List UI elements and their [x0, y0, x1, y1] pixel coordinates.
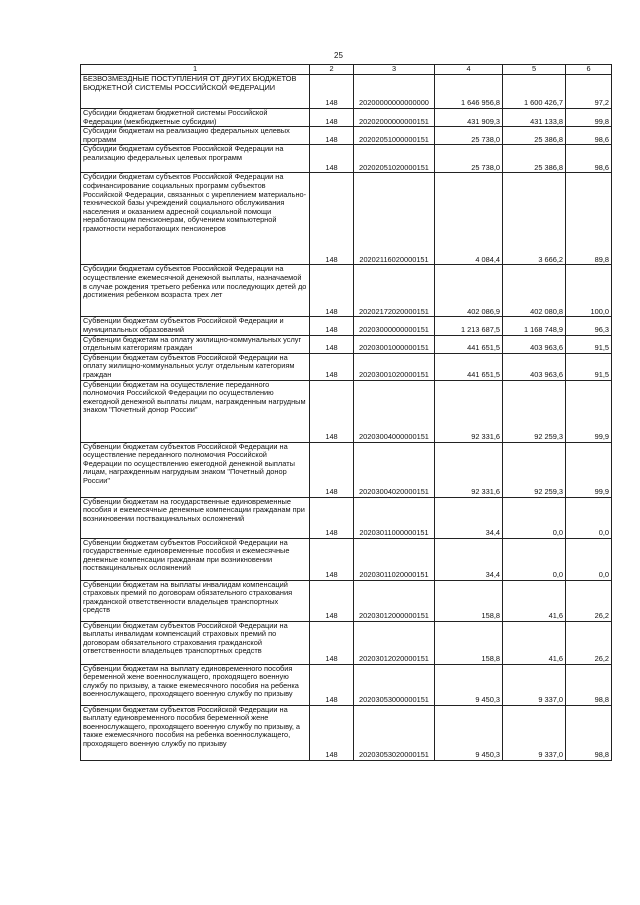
row-description: Субвенции бюджетам субъектов Российской Федерации на осуществление переданного полномочия Российской Федерации по осуществлению ежегодной денежной выплаты лицам, награжденным нагрудным знаком "Почетный донор России" — [81, 442, 310, 497]
planned-amount: 9 450,3 — [435, 664, 503, 705]
table-row — [81, 497, 612, 538]
planned-amount: 34,4 — [435, 538, 503, 580]
planned-amount: 441 651,5 — [435, 353, 503, 380]
table-row — [81, 353, 612, 380]
row-description: Субвенции бюджетам субъектов Российской Федерации на государственные единовременные пособия и ежемесячные денежные компенсации гражданам при возникновении поствакцинальных осложнений — [81, 538, 310, 580]
table-row — [81, 145, 612, 173]
row-description: Субвенции бюджетам субъектов Российской Федерации на выплаты инвалидам компенсаций страховых премий по договорам обязательного страхования гражданской ответственности владельцев транспортных средств — [81, 621, 310, 664]
admin-code: 148 — [310, 705, 354, 760]
actual-amount: 431 133,8 — [503, 109, 566, 127]
budget-classification-code: 20203012020000151 — [354, 621, 435, 664]
table-row — [81, 580, 612, 621]
budget-classification-code: 20203004000000151 — [354, 380, 435, 442]
actual-amount: 92 259,3 — [503, 442, 566, 497]
execution-percent: 91,5 — [566, 353, 612, 380]
budget-classification-code: 20203012000000151 — [354, 580, 435, 621]
actual-amount: 41,6 — [503, 621, 566, 664]
execution-percent: 0,0 — [566, 497, 612, 538]
actual-amount: 3 666,2 — [503, 173, 566, 265]
actual-amount: 403 963,6 — [503, 353, 566, 380]
table-row — [81, 127, 612, 145]
planned-amount: 25 738,0 — [435, 127, 503, 145]
column-header: 5 — [503, 65, 566, 75]
table-row — [81, 380, 612, 442]
row-description: Субвенции бюджетам на государственные единовременные пособия и ежемесячные денежные компенсации гражданам при возникновении поствакцинальных осложнений — [81, 497, 310, 538]
table-row — [81, 442, 612, 497]
admin-code: 148 — [310, 538, 354, 580]
budget-classification-code: 20203001020000151 — [354, 353, 435, 380]
planned-amount: 158,8 — [435, 621, 503, 664]
table-row — [81, 664, 612, 705]
budget-classification-code: 20203011000000151 — [354, 497, 435, 538]
actual-amount: 0,0 — [503, 497, 566, 538]
admin-code: 148 — [310, 265, 354, 317]
row-description: Субвенции бюджетам на осуществление переданного полномочия Российской Федерации по осуществлению ежегодной денежной выплаты лицам, награжденным нагрудным знаком "Почетный донор России" — [81, 380, 310, 442]
planned-amount: 92 331,6 — [435, 442, 503, 497]
admin-code: 148 — [310, 145, 354, 173]
admin-code: 148 — [310, 621, 354, 664]
budget-classification-code: 20203004020000151 — [354, 442, 435, 497]
actual-amount: 0,0 — [503, 538, 566, 580]
budget-classification-code: 20203000000000151 — [354, 317, 435, 335]
table-row — [81, 317, 612, 335]
planned-amount: 158,8 — [435, 580, 503, 621]
table-row — [81, 705, 612, 760]
admin-code: 148 — [310, 380, 354, 442]
budget-classification-code: 20203011020000151 — [354, 538, 435, 580]
planned-amount: 92 331,6 — [435, 380, 503, 442]
table-row — [81, 173, 612, 265]
actual-amount: 9 337,0 — [503, 664, 566, 705]
admin-code: 148 — [310, 442, 354, 497]
planned-amount: 9 450,3 — [435, 705, 503, 760]
admin-code: 148 — [310, 580, 354, 621]
execution-percent: 99,9 — [566, 442, 612, 497]
row-description: Субвенции бюджетам субъектов Российской Федерации и муниципальных образований — [81, 317, 310, 335]
execution-percent: 99,9 — [566, 380, 612, 442]
column-header: 6 — [566, 65, 612, 75]
row-description: Субсидии бюджетам субъектов Российской Федерации на осуществление ежемесячной денежной выплаты, назначаемой в случае рождения третьего ребенка или последующих детей до достижения ребенком возраста трех лет — [81, 265, 310, 317]
planned-amount: 25 738,0 — [435, 145, 503, 173]
row-description: Субсидии бюджетам субъектов Российской Федерации на софинансирование социальных программ субъектов Российской Федерации, связанных с укреплением материально-технической базы учреждений социального обслуживания населения и оказанием адресной социальной помощи неработающим пенсионерам, обучением компьютерной грамотности неработающих пенсионеров — [81, 173, 310, 265]
actual-amount: 92 259,3 — [503, 380, 566, 442]
row-description: Субвенции бюджетам субъектов Российской Федерации на выплату единовременного пособия беременной жене военнослужащего, проходящего военную службу по призыву, а также ежемесячного пособия на ребенка военнослужащего, проходящего военную службу по призыву — [81, 705, 310, 760]
table-row — [81, 538, 612, 580]
budget-revenue-table — [80, 64, 612, 761]
execution-percent: 97,2 — [566, 75, 612, 109]
table-row — [81, 109, 612, 127]
row-description: Субвенции бюджетам на выплаты инвалидам компенсаций страховых премий по договорам обязательного страхования гражданской ответственности владельцев транспортных средств — [81, 580, 310, 621]
admin-code: 148 — [310, 75, 354, 109]
table-body — [81, 75, 612, 761]
page-number: 25 — [334, 51, 343, 60]
actual-amount: 1 168 748,9 — [503, 317, 566, 335]
budget-classification-code: 20200000000000000 — [354, 75, 435, 109]
planned-amount: 441 651,5 — [435, 335, 503, 353]
execution-percent: 100,0 — [566, 265, 612, 317]
budget-classification-code: 20202000000000151 — [354, 109, 435, 127]
row-description: Субвенции бюджетам субъектов Российской Федерации на оплату жилищно-коммунальных услуг отдельным категориям граждан — [81, 353, 310, 380]
row-description: Субсидии бюджетам на реализацию федеральных целевых программ — [81, 127, 310, 145]
column-header: 3 — [354, 65, 435, 75]
admin-code: 148 — [310, 497, 354, 538]
budget-classification-code: 20203053000000151 — [354, 664, 435, 705]
actual-amount: 25 386,8 — [503, 127, 566, 145]
execution-percent: 26,2 — [566, 621, 612, 664]
execution-percent: 98,8 — [566, 664, 612, 705]
column-header: 1 — [81, 65, 310, 75]
actual-amount: 41,6 — [503, 580, 566, 621]
execution-percent: 98,8 — [566, 705, 612, 760]
execution-percent: 99,8 — [566, 109, 612, 127]
admin-code: 148 — [310, 173, 354, 265]
admin-code: 148 — [310, 109, 354, 127]
execution-percent: 98,6 — [566, 127, 612, 145]
budget-classification-code: 20203001000000151 — [354, 335, 435, 353]
execution-percent: 89,8 — [566, 173, 612, 265]
row-description: БЕЗВОЗМЕЗДНЫЕ ПОСТУПЛЕНИЯ ОТ ДРУГИХ БЮДЖЕТОВ БЮДЖЕТНОЙ СИСТЕМЫ РОССИЙСКОЙ ФЕДЕРАЦИИ — [81, 75, 310, 109]
planned-amount: 402 086,9 — [435, 265, 503, 317]
actual-amount: 1 600 426,7 — [503, 75, 566, 109]
admin-code: 148 — [310, 353, 354, 380]
planned-amount: 431 909,3 — [435, 109, 503, 127]
budget-classification-code: 20202051020000151 — [354, 145, 435, 173]
column-header: 4 — [435, 65, 503, 75]
row-description: Субвенции бюджетам на оплату жилищно-коммунальных услуг отдельным категориям граждан — [81, 335, 310, 353]
execution-percent: 26,2 — [566, 580, 612, 621]
row-description: Субсидии бюджетам субъектов Российской Федерации на реализацию федеральных целевых программ — [81, 145, 310, 173]
actual-amount: 403 963,6 — [503, 335, 566, 353]
row-description: Субвенции бюджетам на выплату единовременного пособия беременной жене военнослужащего, проходящего военную службу по призыву, а также ежемесячного пособия на ребенка военнослужащего, проходящего военную службу по призыву — [81, 664, 310, 705]
planned-amount: 1 213 687,5 — [435, 317, 503, 335]
execution-percent: 91,5 — [566, 335, 612, 353]
actual-amount: 402 080,8 — [503, 265, 566, 317]
budget-classification-code: 20203053020000151 — [354, 705, 435, 760]
budget-classification-code: 20202051000000151 — [354, 127, 435, 145]
budget-classification-code: 20202116020000151 — [354, 173, 435, 265]
execution-percent: 0,0 — [566, 538, 612, 580]
actual-amount: 25 386,8 — [503, 145, 566, 173]
admin-code: 148 — [310, 335, 354, 353]
row-description: Субсидии бюджетам бюджетной системы Российской Федерации (межбюджетные субсидии) — [81, 109, 310, 127]
planned-amount: 34,4 — [435, 497, 503, 538]
column-number-row — [81, 65, 612, 75]
planned-amount: 4 084,4 — [435, 173, 503, 265]
planned-amount: 1 646 956,8 — [435, 75, 503, 109]
actual-amount: 9 337,0 — [503, 705, 566, 760]
table-row — [81, 75, 612, 109]
table-row — [81, 265, 612, 317]
admin-code: 148 — [310, 317, 354, 335]
execution-percent: 98,6 — [566, 145, 612, 173]
column-header: 2 — [310, 65, 354, 75]
table-row — [81, 621, 612, 664]
table-row — [81, 335, 612, 353]
admin-code: 148 — [310, 127, 354, 145]
budget-classification-code: 20202172020000151 — [354, 265, 435, 317]
execution-percent: 96,3 — [566, 317, 612, 335]
admin-code: 148 — [310, 664, 354, 705]
